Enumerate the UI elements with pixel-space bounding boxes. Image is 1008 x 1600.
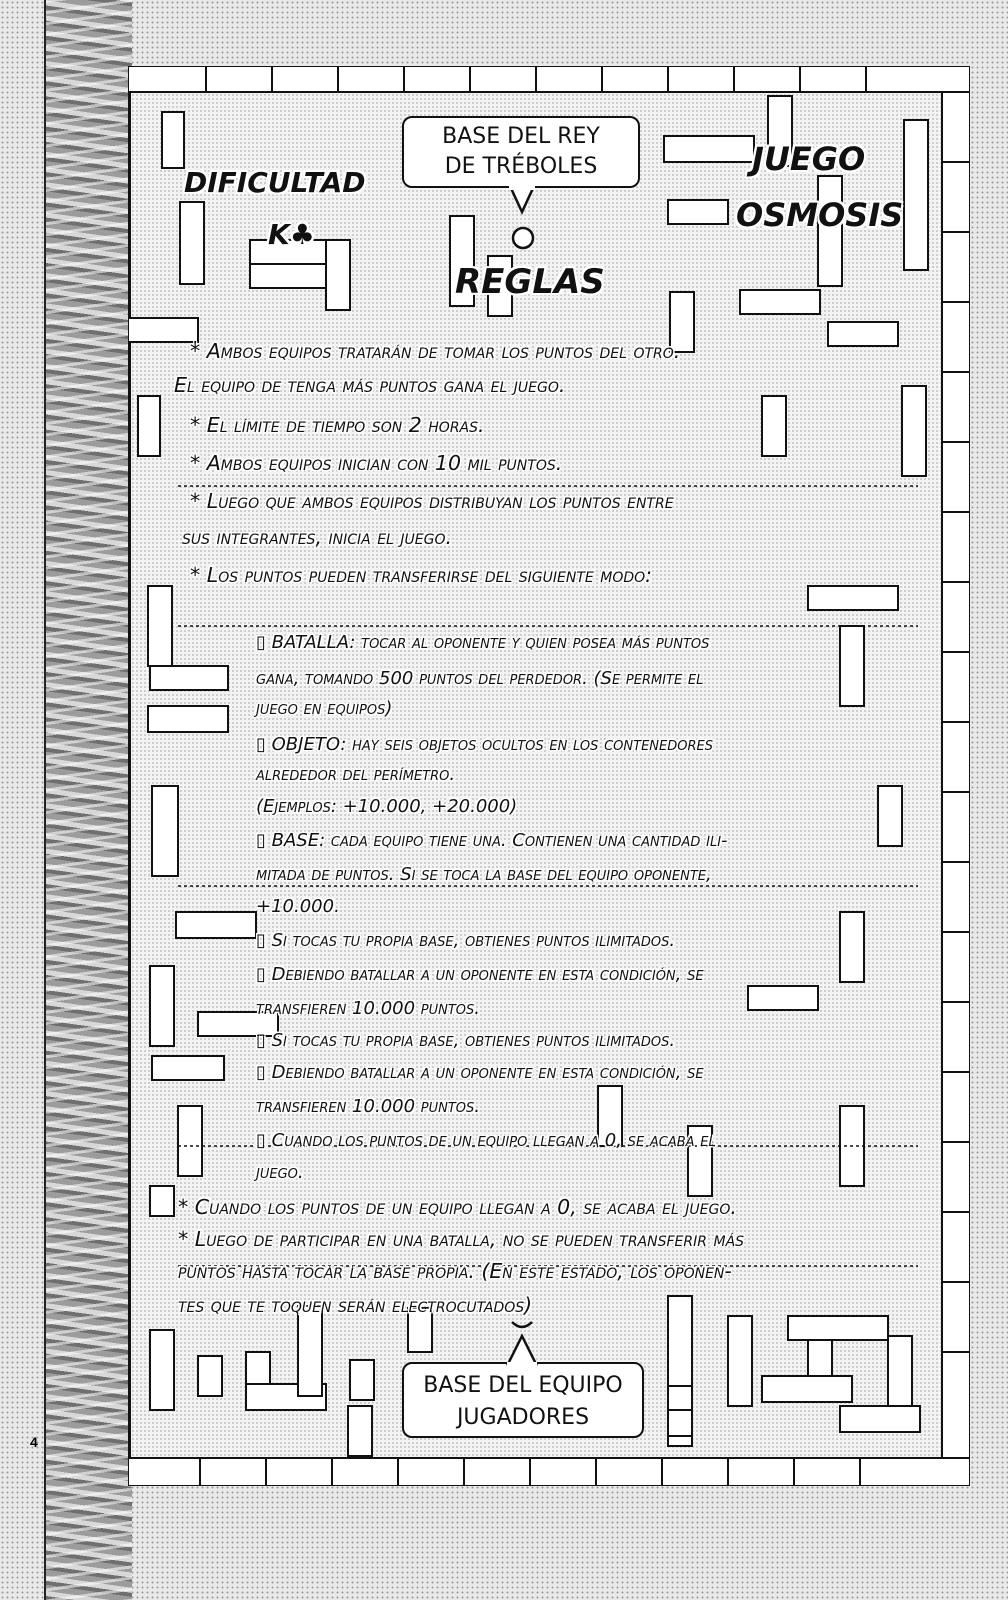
game-title-line2: OSMOSIS: [736, 196, 904, 234]
rule-line: ▯ OBJETO: hay seis objetos ocultos en los contenedores: [256, 734, 713, 755]
rule-line: gana, tomando 500 puntos del perdedor. (Se permite el: [256, 668, 704, 689]
rule-line: * Luego que ambos equipos distribuyan los puntos entre: [190, 489, 674, 513]
rule-line: transfieren 10.000 puntos.: [256, 1096, 480, 1117]
rule-line: * El límite de tiempo son 2 horas.: [190, 413, 485, 437]
rule-line: ▯ Si tocas tu propia base, obtienes puntos ilimitados.: [256, 930, 676, 951]
bubble-top-tail: [506, 186, 540, 250]
rule-line: ▯ BASE: cada equipo tiene una. Contienen una cantidad ili-: [256, 830, 728, 851]
rule-line: ▯ Debiendo batallar a un oponente en esta condición, se: [256, 964, 704, 985]
rule-line: sus integrantes, inicia el juego.: [182, 525, 452, 549]
rule-line: transfieren 10.000 puntos.: [256, 998, 480, 1019]
rule-line: +10.000.: [256, 896, 340, 917]
rule-line: tes que te toquen serán electrocutados): [178, 1293, 533, 1317]
rule-line: ▯ Cuando los puntos de un equipo llegan a 0, se acaba el: [256, 1130, 716, 1151]
rule-line: juego en equipos): [256, 698, 393, 719]
difficulty-value: K♣: [268, 218, 315, 251]
speech-bubble-king-base: [402, 116, 640, 188]
water-texture-strip: [44, 0, 132, 1600]
page-number: 4: [30, 1434, 38, 1450]
rule-line: ▯ Debiendo batallar a un oponente en esta condición, se: [256, 1062, 704, 1083]
rules-heading: REGLAS: [455, 262, 605, 302]
speech-bubble-players-base: [402, 1362, 644, 1438]
rule-line: juego.: [256, 1162, 304, 1183]
rule-line: * Ambos equipos inician con 10 mil puntos.: [190, 451, 563, 475]
king-base-circle-icon: [513, 228, 533, 248]
bubble-top-line2: DE TRÉBOLES: [444, 154, 598, 179]
rule-line: alrededor del perímetro.: [256, 764, 456, 785]
rule-line: El equipo de tenga más puntos gana el juego.: [174, 373, 566, 397]
rule-line: ▯ Si tocas tu propia base, obtienes puntos ilimitados.: [256, 1030, 676, 1051]
bubble-bottom-tail: [504, 1318, 540, 1366]
rule-line: ▯ BATALLA: tocar al oponente y quien posea más puntos: [256, 632, 710, 653]
rule-line: (Ejemplos: +10.000, +20.000): [256, 796, 518, 817]
rule-line: * Luego de participar en una batalla, no se pueden transferir más: [178, 1227, 745, 1251]
rule-line: * Ambos equipos tratarán de tomar los puntos del otro.: [190, 339, 681, 363]
game-title-line1: JUEGO: [752, 140, 866, 178]
bubble-bottom-line1: BASE DEL EQUIPO: [423, 1373, 623, 1398]
bubble-bottom-line2: JUGADORES: [456, 1405, 590, 1430]
difficulty-heading: DIFICULTAD: [184, 166, 366, 199]
rule-line: puntos hasta tocar la base propia. (En este estado, los oponen-: [178, 1259, 732, 1283]
bubble-top-line1: BASE DEL REY: [442, 124, 600, 149]
rule-line: * Los puntos pueden transferirse del siguiente modo:: [190, 563, 653, 587]
rule-line: mitada de puntos. Si se toca la base del equipo oponente,: [256, 864, 712, 885]
players-base-arc-icon: [512, 1322, 532, 1327]
rule-line: * Cuando los puntos de un equipo llegan a 0, se acaba el juego.: [178, 1195, 737, 1219]
